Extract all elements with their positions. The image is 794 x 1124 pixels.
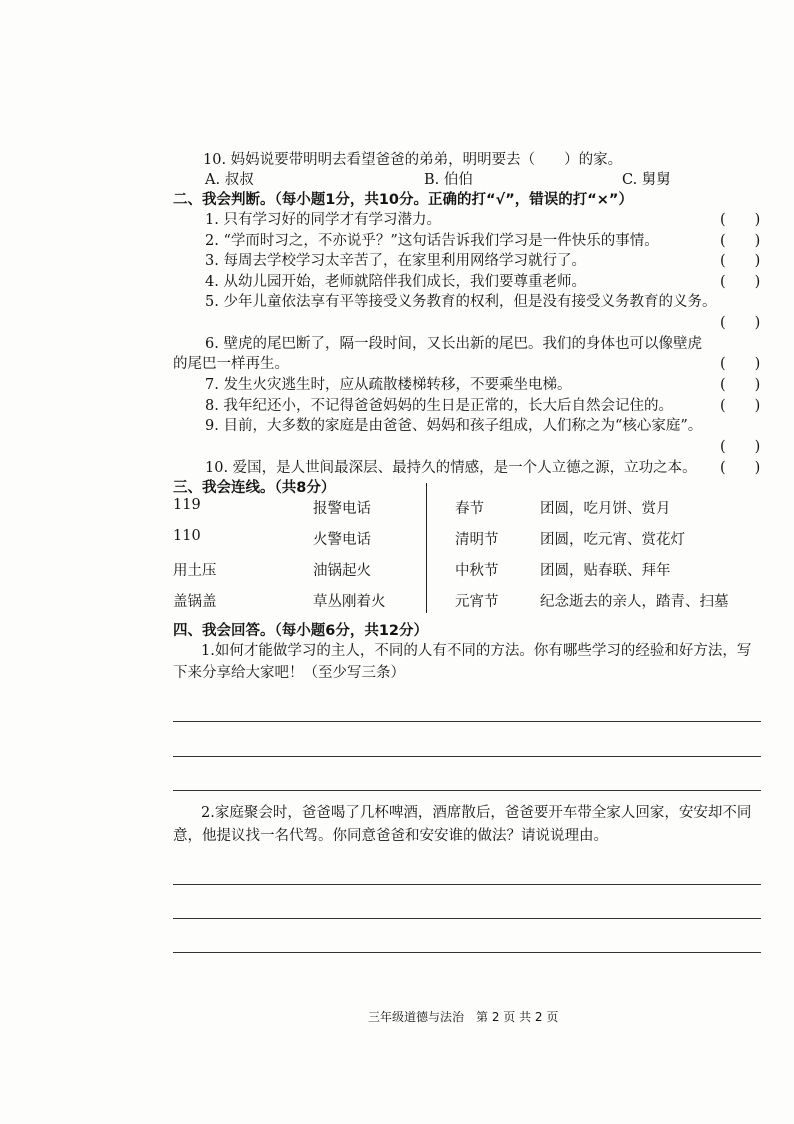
match-right-a-4: 元宵节 [455,594,499,610]
answer-paren-7: ( ) [720,377,761,393]
q10-option-a: A. 叔叔 [205,172,254,188]
judge-item-10: 10. 爱国，是人世间最深层、最持久的情感，是一个人立德之源，立功之本。 [205,460,697,476]
section4-heading: 四、我会回答。（每小题6分，共12分） [173,623,429,639]
match-right-a-1: 春节 [455,501,484,517]
section3-heading: 三、我会连线。（共8分） [173,480,336,496]
q10-option-b: B. 伯伯 [424,172,473,188]
match-left-a-3: 用土压 [173,563,217,579]
answer-line[interactable] [173,952,761,953]
judge-item-7: 7. 发生火灾逃生时，应从疏散楼梯转移，不要乘坐电梯。 [205,377,572,393]
match-right-b-3: 团圆，贴春联、拜年 [540,563,671,579]
judge-item-6: 6. 壁虎的尾巴断了，隔一段时间，又长出新的尾巴。我们的身体也可以像壁虎 [205,336,702,352]
q10-stem: 10. 妈妈说要带明明去看望爸爸的弟弟，明明要去（ ）的家。 [203,152,623,168]
answer-paren-10: ( ) [720,460,761,476]
judge-item-1: 1. 只有学习好的同学才有学习潜力。 [205,212,441,228]
match-left-a-4: 盖锅盖 [173,594,217,610]
judge-item-8: 8. 我年纪还小，不记得爸爸妈妈的生日是正常的，长大后自然会记住的。 [205,398,673,414]
answer-line[interactable] [173,918,761,919]
section2-heading: 二、我会判断。（每小题1分，共10分。正确的打“√”，错误的打“×”） [173,192,633,208]
matching-divider [426,483,427,613]
answer-line[interactable] [173,756,761,757]
judge-item-6-cont: 的尾巴一样再生。 [173,356,289,372]
match-left-a-2: 110 [173,528,201,544]
answer-paren-1: ( ) [720,212,761,228]
match-left-b-3: 油锅起火 [313,563,371,579]
match-right-a-3: 中秋节 [455,563,499,579]
q10-option-c: C. 舅舅 [622,172,671,188]
answer-paren-2: ( ) [720,233,761,249]
judge-item-5: 5. 少年儿童依法享有平等接受义务教育的权利，但是没有接受义务教育的义务。 [205,294,717,310]
answer-line[interactable] [173,721,761,722]
judge-item-9: 9. 目前，大多数的家庭是由爸爸、妈妈和孩子组成，人们称之为“核心家庭”。 [205,418,703,434]
match-left-b-2: 火警电话 [313,532,371,548]
answer-line[interactable] [173,790,761,791]
match-right-b-1: 团圆，吃月饼、赏月 [540,501,671,517]
match-right-a-2: 清明节 [455,532,499,548]
answer-question-1: 1.如何才能做学习的主人，不同的人有不同的方法。你有哪些学习的经验和好方法，写下来分享给大家吧！（至少写三条） [173,643,752,681]
answer-paren-8: ( ) [720,398,761,414]
judge-item-2: 2. “学而时习之，不亦说乎？”这句话告诉我们学习是一件快乐的事情。 [205,233,659,249]
answer-paren-3: ( ) [720,253,761,269]
judge-item-3: 3. 每周去学校学习太辛苦了，在家里利用网络学习就行了。 [205,253,586,269]
answer-paren-6: ( ) [720,356,761,372]
judge-item-4: 4. 从幼儿园开始，老师就陪伴我们成长，我们要尊重老师。 [205,274,586,290]
match-left-b-1: 报警电话 [313,501,371,517]
match-left-a-1: 119 [173,497,201,513]
match-right-b-2: 团圆，吃元宵、赏花灯 [540,532,685,548]
answer-paren-5: ( ) [720,315,761,331]
page-footer: 三年级道德与法治 第 2 页 共 2 页 [368,1010,559,1024]
answer-paren-4: ( ) [720,274,761,290]
match-left-b-4: 草丛刚着火 [313,594,386,610]
match-right-b-4: 纪念逝去的亲人，踏青、扫墓 [540,594,729,610]
answer-paren-9: ( ) [720,439,761,455]
answer-line[interactable] [173,884,761,885]
answer-question-2: 2.家庭聚会时，爸爸喝了几杯啤酒，酒席散后，爸爸要开车带全家人回家，安安却不同意，他提议找一名代驾。你同意爸爸和安安谁的做法？请说说理由。 [173,805,752,844]
